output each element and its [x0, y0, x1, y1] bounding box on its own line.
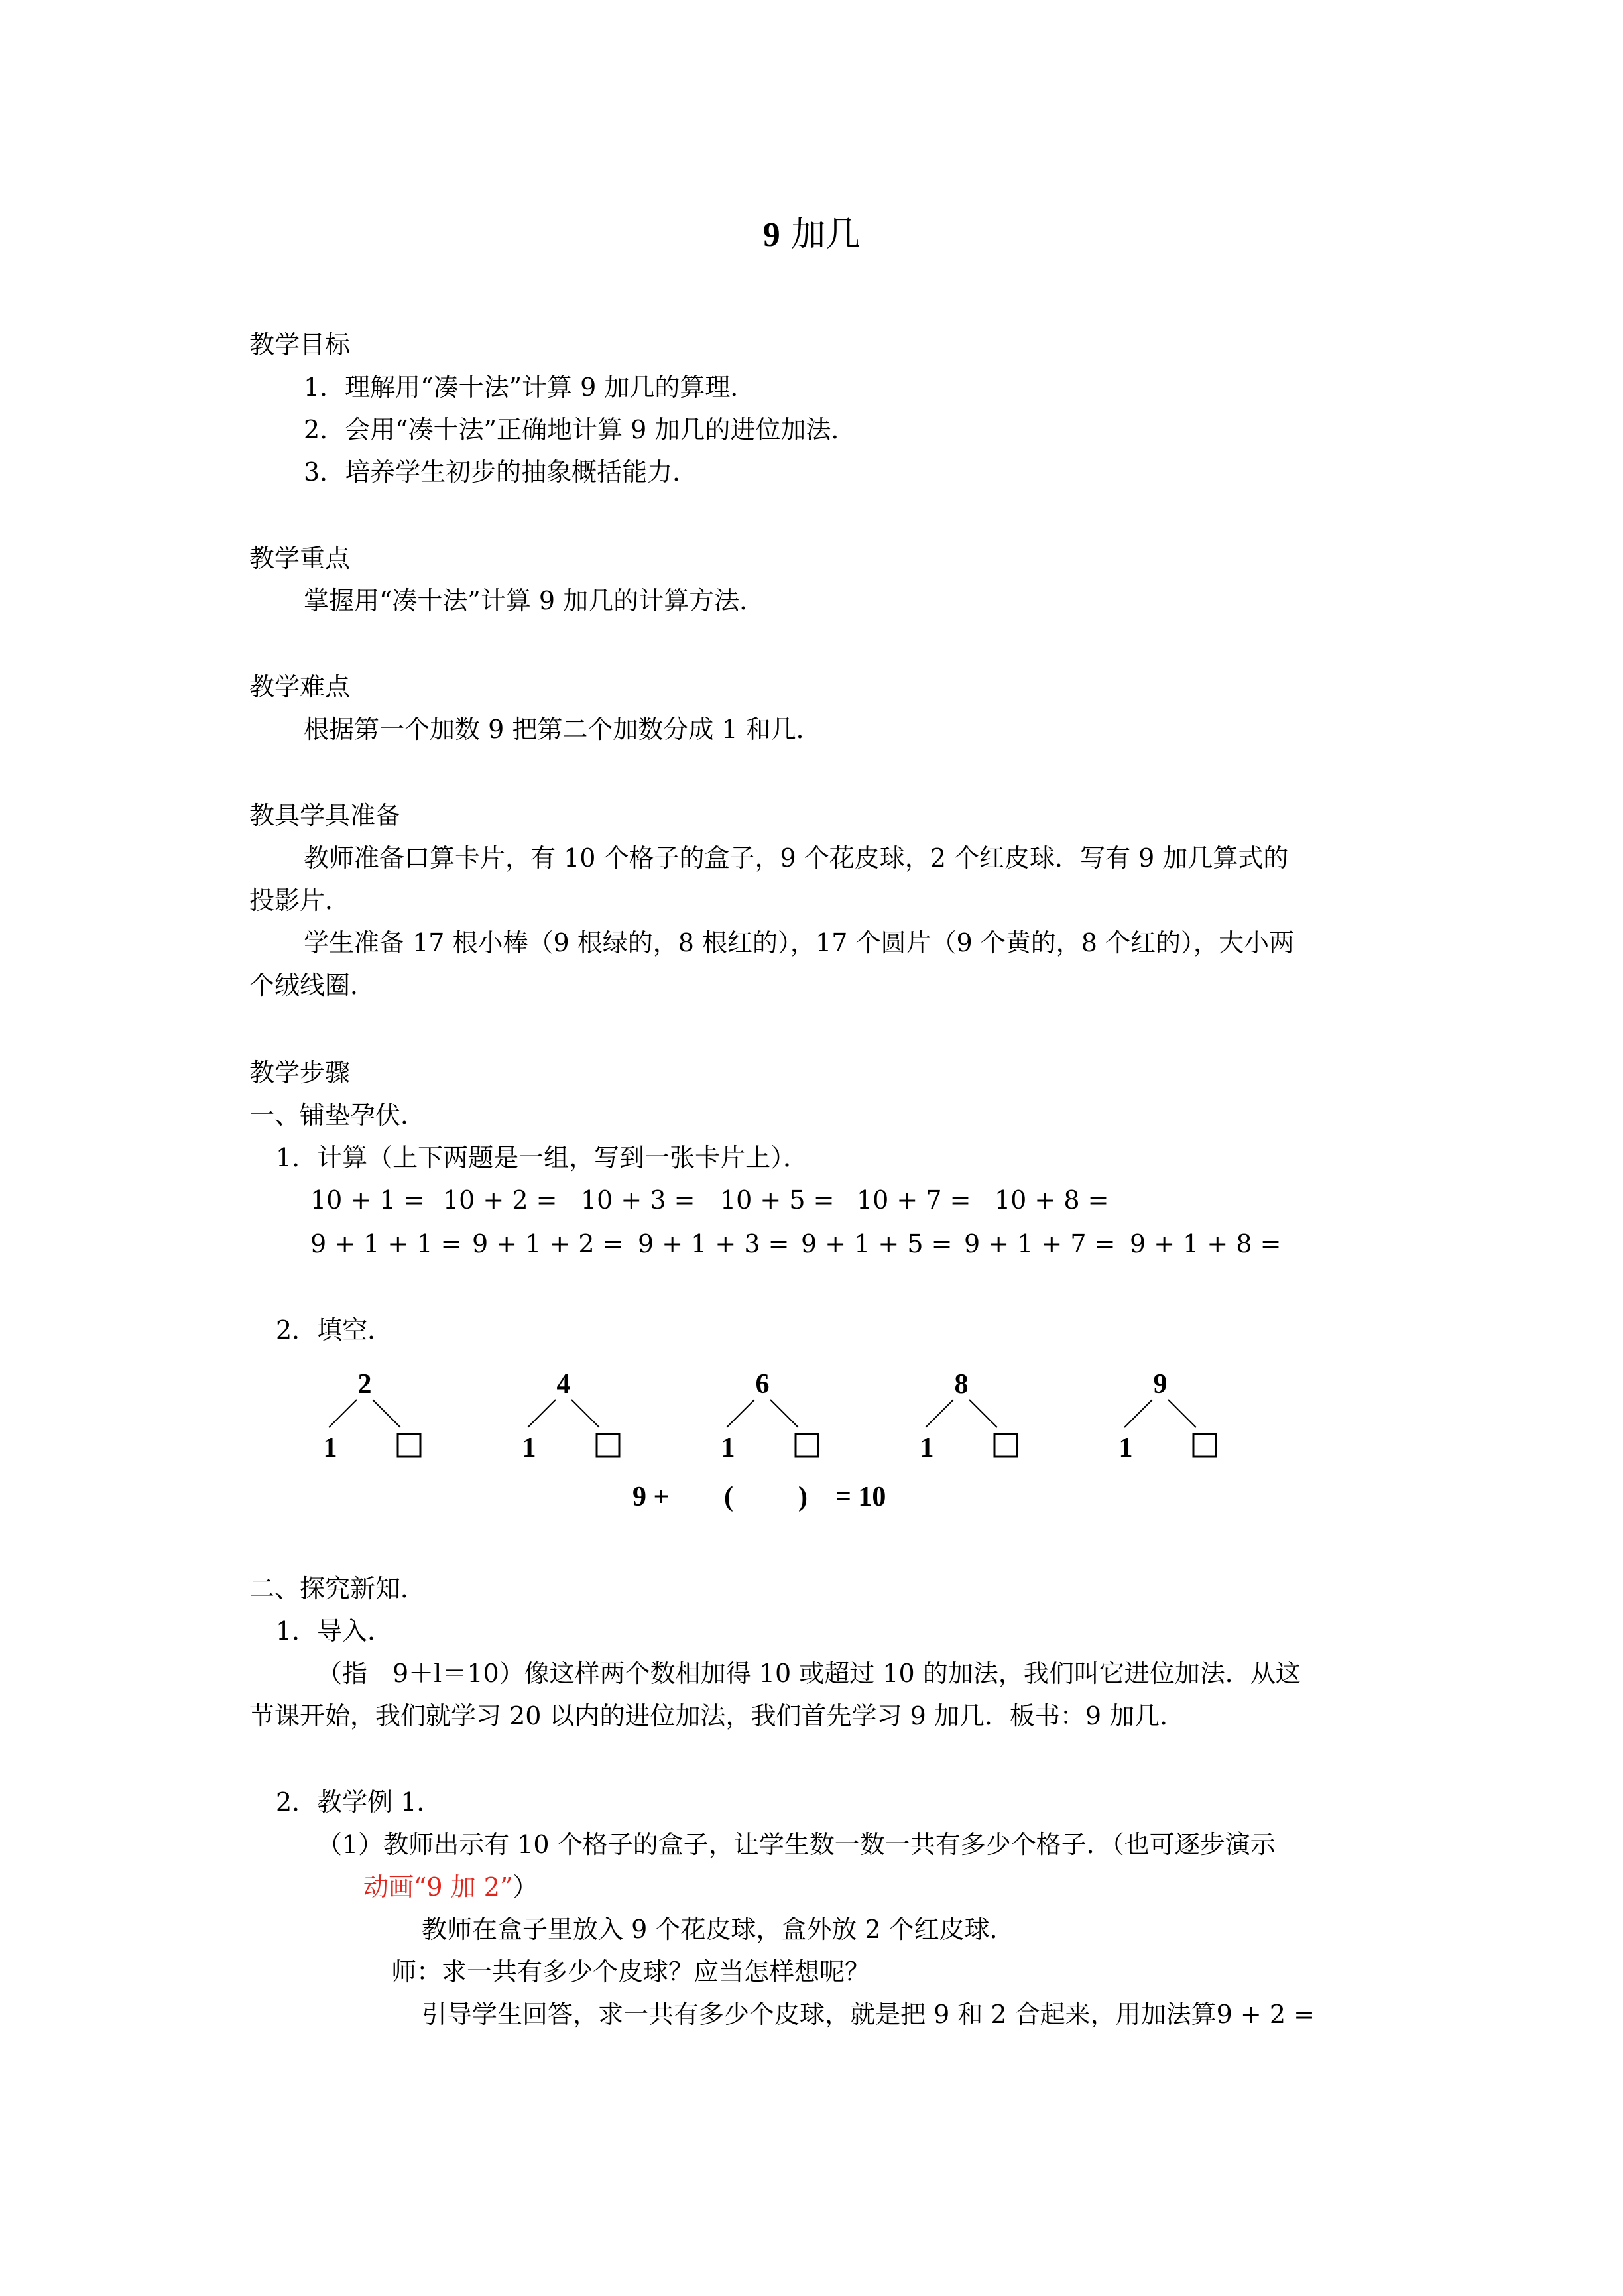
calc-cell: 10 + 1 =: [310, 1185, 425, 1215]
tools-student-line1: 学生准备 17 根小棒（9 根绿的，8 根红的），17 个圆片（9 个黄的，8 个红的），大小两: [304, 928, 1294, 957]
goal-item-1: 1．理解用“凑十法”计算 9 加几的算理．: [304, 373, 756, 402]
calc-cell: 9 + 1 + 5 =: [801, 1229, 953, 1258]
title-number: 9: [762, 216, 780, 254]
tree-left: 1: [920, 1433, 934, 1463]
part2-heading: 二、探究新知．: [249, 1574, 426, 1603]
fill-label: 2．填空．: [276, 1315, 393, 1345]
example-line2: [363, 1871, 538, 1903]
calc-cell: 10 + 7 =: [857, 1185, 971, 1215]
tools-teacher-line2: 投影片．: [249, 886, 351, 915]
calc-cell: 9 + 1 + 7 =: [964, 1229, 1116, 1258]
example-line2-close: ）: [512, 1872, 538, 1902]
blank-box: [994, 1434, 1017, 1457]
tree-top: 6: [755, 1369, 770, 1400]
tools-teacher-line1: 教师准备口算卡片，有 10 个格子的盒子，9 个花皮球，2 个红皮球．写有 9 加几算式的: [304, 843, 1289, 873]
part1-heading: 一、铺垫孕伏．: [249, 1101, 426, 1130]
equation-left: 9 +: [632, 1482, 670, 1512]
page-title: [0, 213, 1623, 257]
intro-line1: （指 9＋l＝10）像这样两个数相加得 10 或超过 10 的加法，我们叫它进位加法．从这: [317, 1659, 1301, 1688]
calc-cell: 9 + 1 + 2 =: [472, 1229, 624, 1258]
fill-equation: [632, 1482, 886, 1512]
equation-paren-close: ): [798, 1482, 808, 1512]
tree-top: 4: [556, 1369, 571, 1400]
tree-top: 8: [954, 1369, 969, 1400]
goal-item-3: 3．培养学生初步的抽象概括能力．: [304, 457, 698, 487]
equation-right: = 10: [835, 1482, 886, 1512]
tree-top: 9: [1153, 1369, 1168, 1400]
example-line5: 引导学生回答，求一共有多少个皮球，就是把 9 和 2 合起来，用加法算9 + 2 =: [422, 2000, 1315, 2029]
goal-item-2: 2．会用“凑十法”正确地计算 9 加几的进位加法．: [304, 415, 857, 444]
tools-student-line2: 个绒线圈．: [249, 971, 376, 1000]
difficulty-text: 根据第一个加数 9 把第二个加数分成 1 和几．: [304, 715, 821, 744]
tree-2: [522, 1369, 620, 1463]
equation-paren-open: (: [724, 1482, 733, 1512]
decomposition-figure: [317, 1369, 1245, 1522]
example-line4: 师：求一共有多少个皮球？应当怎样想呢？: [391, 1957, 871, 1986]
blank-box: [796, 1434, 818, 1457]
goals-heading: 教学目标: [249, 330, 351, 359]
example-line1: （1）教师出示有 10 个格子的盒子，让学生数一数一共有多少个格子．（也可逐步演示: [317, 1830, 1276, 1859]
calc-cell: 10 + 3 =: [581, 1185, 695, 1215]
keypoint-heading: 教学重点: [249, 544, 351, 573]
calc-label: 1．计算（上下两题是一组，写到一张卡片上）．: [276, 1143, 809, 1172]
example-label: 2．教学例 1．: [276, 1787, 442, 1817]
title-text: 加几: [791, 215, 861, 255]
steps-heading: 教学步骤: [249, 1058, 351, 1087]
tree-4: [920, 1369, 1018, 1463]
calc-cell: 9 + 1 + 8 =: [1130, 1229, 1282, 1258]
animation-link[interactable]: 动画“9 加 2”: [363, 1872, 513, 1902]
tree-left: 1: [323, 1433, 337, 1463]
tree-left: 1: [721, 1433, 735, 1463]
tree-3: [721, 1369, 819, 1463]
tree-1: [324, 1369, 421, 1463]
intro-label: 1．导入．: [276, 1616, 393, 1646]
calc-cell: 9 + 1 + 1 =: [310, 1229, 462, 1258]
tree-5: [1119, 1369, 1217, 1463]
tree-top: 2: [357, 1369, 372, 1400]
calc-cell: 9 + 1 + 3 =: [638, 1229, 790, 1258]
calc-cell: 10 + 2 =: [443, 1185, 558, 1215]
calc-cell: 10 + 5 =: [720, 1185, 835, 1215]
example-line3: 教师在盒子里放入 9 个花皮球，盒外放 2 个红皮球．: [422, 1915, 1015, 1944]
blank-box: [398, 1434, 420, 1457]
blank-box: [1193, 1434, 1216, 1457]
tree-left: 1: [1118, 1433, 1133, 1463]
keypoint-text: 掌握用“凑十法”计算 9 加几的计算方法．: [304, 586, 765, 615]
blank-box: [597, 1434, 619, 1457]
difficulty-heading: 教学难点: [249, 672, 351, 701]
intro-line2: 节课开始，我们就学习 20 以内的进位加法，我们首先学习 9 加几．板书：9 加几．: [249, 1701, 1185, 1730]
tools-heading: 教具学具准备: [249, 801, 401, 830]
tree-left: 1: [522, 1433, 536, 1463]
calc-cell: 10 + 8 =: [994, 1185, 1109, 1215]
